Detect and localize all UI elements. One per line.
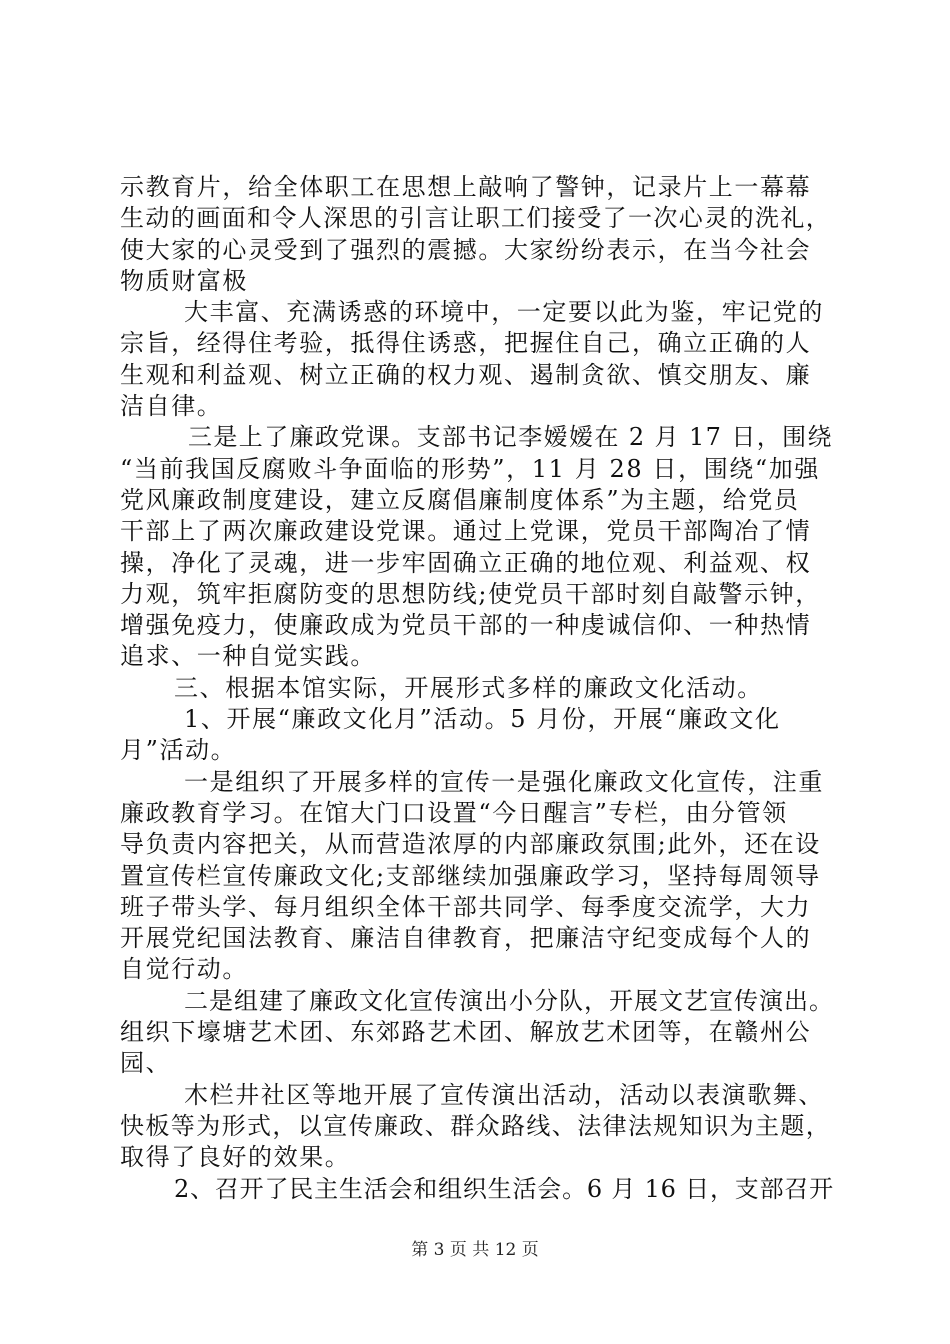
text-line: 力观，筑牢拒腐防变的思想防线;使党员干部时刻自敲警示钟， <box>120 579 821 608</box>
page-footer <box>0 1238 950 1262</box>
text-line: 操，净化了灵魂，进一步牢固确立正确的地位观、利益观、权 <box>120 548 812 577</box>
text-line: 增强免疫力，使廉政成为党员干部的一种虔诚信仰、一种热情 <box>120 611 812 640</box>
text-line: 1、开展“廉政文化月”活动。5 月份，开展“廉政文化 <box>184 705 781 734</box>
document-body <box>120 172 832 1205</box>
text-line: 洁自律。 <box>120 392 223 421</box>
text-line: 生观和利益观、树立正确的权力观、遏制贪欲、慎交朋友、廉 <box>120 360 812 389</box>
text-line: 组织下壕塘艺术团、东郊路艺术团、解放艺术团等，在赣州公 <box>120 1018 812 1047</box>
paragraph <box>120 1080 832 1174</box>
page-number-label: 第 3 页 共 12 页 <box>411 1240 539 1260</box>
text-line: 置宣传栏宣传廉政文化;支部继续加强廉政学习，坚持每周领导 <box>120 861 821 890</box>
text-line: 开展党纪国法教育、廉洁自律教育，把廉洁守纪变成每个人的 <box>120 924 812 953</box>
paragraph <box>120 297 832 422</box>
text-line: 园、 <box>120 1049 172 1078</box>
text-line: 2、召开了民主生活会和组织生活会。6 月 16 日，支部召开 <box>174 1174 834 1203</box>
text-line: 三、根据本馆实际，开展形式多样的廉政文化活动。 <box>174 673 763 702</box>
text-line: 大丰富、充满诱惑的环境中，一定要以此为鉴，牢记党的 <box>184 298 824 327</box>
text-line: 示教育片，给全体职工在思想上敲响了警钟，记录片上一幕幕 <box>120 173 812 201</box>
text-line: 快板等为形式，以宣传廉政、群众路线、法律法规知识为主题， <box>120 1111 832 1140</box>
text-line: 干部上了两次廉政建设党课。通过上党课，党员干部陶冶了情 <box>120 517 812 546</box>
text-line: 廉政教育学习。在馆大门口设置“今日醒言”专栏，由分管领 <box>120 798 788 827</box>
paragraph <box>120 1174 832 1205</box>
text-line: 二是组建了廉政文化宣传演出小分队，开展文艺宣传演出。 <box>184 986 834 1015</box>
text-line: “当前我国反腐败斗争面临的形势”，11 月 28 日，围绕“加强 <box>120 454 820 483</box>
text-line: 木栏井社区等地开展了宣传演出活动，活动以表演歌舞、 <box>184 1080 824 1109</box>
paragraph <box>120 172 832 297</box>
paragraph <box>120 704 832 767</box>
section-heading <box>120 673 832 704</box>
text-line: 一是组织了开展多样的宣传一是强化廉政文化宣传，注重 <box>184 767 824 796</box>
text-line: 党风廉政制度建设，建立反腐倡廉制度体系”为主题，给党员 <box>120 485 800 514</box>
paragraph <box>120 422 832 672</box>
text-line: 追求、一种自觉实践。 <box>120 642 376 671</box>
text-line: 生动的画面和令人深思的引言让职工们接受了一次心灵的洗礼， <box>120 204 832 233</box>
paragraph <box>120 986 832 1080</box>
text-line: 三是上了廉政党课。支部书记李嫒嫒在 2 月 17 日，围绕 <box>188 423 833 452</box>
text-line: 取得了良好的效果。 <box>120 1143 351 1172</box>
text-line: 导负责内容把关，从而营造浓厚的内部廉政氛围;此外，还在设 <box>120 830 821 859</box>
text-line: 班子带头学、每月组织全体干部共同学、每季度交流学，大力 <box>120 892 812 921</box>
text-line: 自觉行动。 <box>120 955 248 984</box>
paragraph <box>120 767 832 986</box>
text-line: 宗旨，经得住考验，抵得住诱惑，把握住自己，确立正确的人 <box>120 329 812 358</box>
text-line: 使大家的心灵受到了强烈的震撼。大家纷纷表示，在当今社会 <box>120 235 812 264</box>
text-line: 物质财富极 <box>120 266 248 295</box>
text-line: 月”活动。 <box>120 736 237 765</box>
